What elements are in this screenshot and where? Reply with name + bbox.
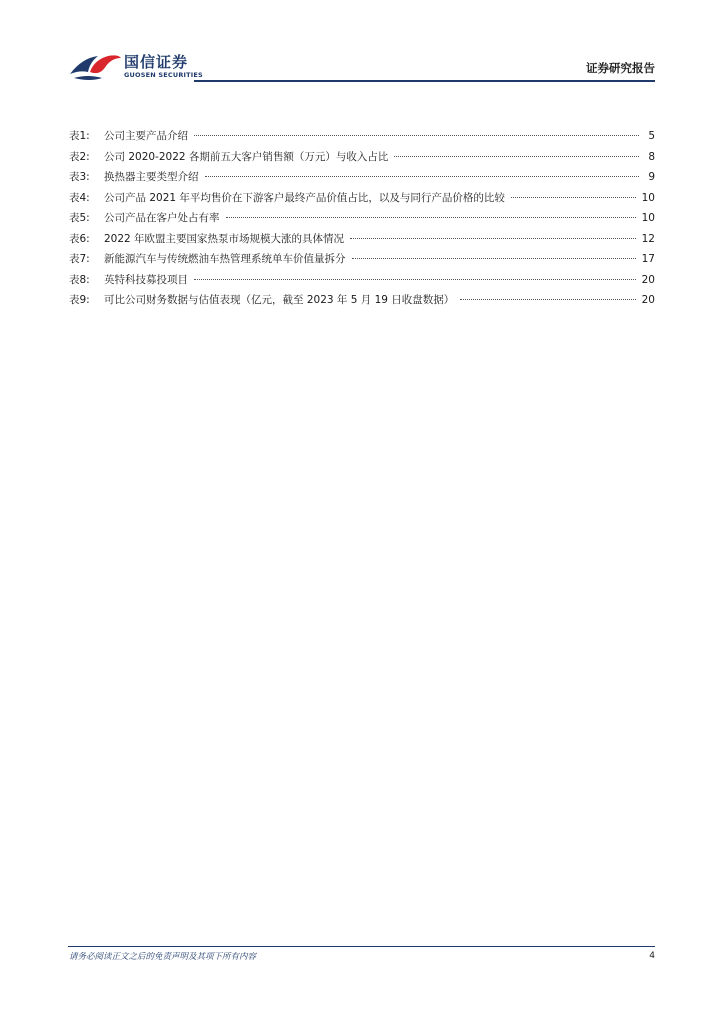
page-header bbox=[68, 50, 655, 86]
toc-entry-page[interactable]: 8 bbox=[648, 150, 655, 163]
guosen-logo bbox=[68, 50, 203, 84]
toc-entry[interactable] bbox=[69, 273, 655, 294]
toc-entry-label: 表4: bbox=[69, 191, 90, 204]
report-type-label: 证券研究报告 bbox=[586, 61, 655, 75]
footer-divider bbox=[68, 946, 655, 947]
toc-dot-leader bbox=[194, 279, 636, 280]
toc-entry-title[interactable]: 公司主要产品介绍 bbox=[104, 130, 188, 142]
toc-entry-label: 表9: bbox=[69, 294, 90, 306]
toc-entry[interactable] bbox=[69, 211, 655, 232]
toc-entry[interactable] bbox=[69, 252, 655, 273]
toc-entry-title[interactable]: 2022 年欧盟主要国家热泵市场规模大涨的具体情况 bbox=[104, 232, 345, 245]
toc-dot-leader bbox=[350, 238, 636, 239]
toc-entry-page[interactable]: 12 bbox=[641, 232, 655, 245]
toc-entry-page[interactable]: 20 bbox=[641, 294, 655, 306]
toc-entry[interactable] bbox=[69, 129, 655, 150]
toc-entry-title[interactable]: 可比公司财务数据与估值表现（亿元，截至 2023 年 5 月 19 日收盘数据） bbox=[104, 294, 455, 306]
toc-entry-label: 表3: bbox=[69, 171, 90, 183]
toc-entry-label: 表5: bbox=[69, 212, 90, 224]
toc-entry-label: 表7: bbox=[69, 253, 90, 265]
toc-entry[interactable] bbox=[69, 150, 655, 171]
toc-dot-leader bbox=[394, 156, 639, 157]
toc-entry-title[interactable]: 公司产品 2021 年平均售价在下游客户最终产品价值占比，以及与同行产品价格的比较 bbox=[104, 191, 505, 204]
guosen-logo-mark-icon bbox=[68, 52, 122, 82]
header-divider bbox=[194, 80, 655, 82]
toc-dot-leader bbox=[511, 197, 636, 198]
toc-entry-page[interactable]: 10 bbox=[641, 212, 655, 224]
toc-entry-page[interactable]: 9 bbox=[648, 171, 655, 183]
toc-entry-page[interactable]: 17 bbox=[641, 253, 655, 265]
logo-chinese-text: 国信证券 bbox=[124, 53, 189, 71]
toc-dot-leader bbox=[205, 176, 640, 177]
toc-entry-page[interactable]: 20 bbox=[641, 273, 655, 286]
toc-entry-title[interactable]: 新能源汽车与传统燃油车热管理系统单车价值量拆分 bbox=[104, 253, 346, 265]
toc-entry-page[interactable]: 10 bbox=[641, 191, 655, 204]
toc-entry[interactable] bbox=[69, 232, 655, 253]
footer-disclaimer: 请务必阅读正文之后的免责声明及其项下所有内容 bbox=[69, 952, 257, 962]
logo-english-text: GUOSEN SECURITIES bbox=[124, 71, 203, 79]
table-of-tables bbox=[69, 129, 655, 314]
toc-entry-title[interactable]: 英特科技募投项目 bbox=[104, 273, 188, 286]
toc-entry-label: 表6: bbox=[69, 232, 90, 245]
toc-entry-title[interactable]: 公司 2020-2022 各期前五大客户销售额（万元）与收入占比 bbox=[104, 150, 389, 163]
toc-entry-label: 表8: bbox=[69, 273, 90, 286]
toc-entry-title[interactable]: 公司产品在客户处占有率 bbox=[104, 212, 220, 224]
page-number: 4 bbox=[649, 951, 655, 961]
toc-entry-title[interactable]: 换热器主要类型介绍 bbox=[104, 171, 199, 183]
toc-entry[interactable] bbox=[69, 293, 655, 314]
toc-dot-leader bbox=[460, 299, 635, 300]
toc-dot-leader bbox=[352, 258, 636, 259]
toc-entry[interactable] bbox=[69, 191, 655, 212]
toc-entry[interactable] bbox=[69, 170, 655, 191]
toc-dot-leader bbox=[194, 135, 639, 136]
toc-entry-label: 表1: bbox=[69, 130, 90, 142]
toc-entry-page[interactable]: 5 bbox=[648, 130, 655, 142]
toc-entry-label: 表2: bbox=[69, 150, 90, 163]
toc-dot-leader bbox=[226, 217, 636, 218]
